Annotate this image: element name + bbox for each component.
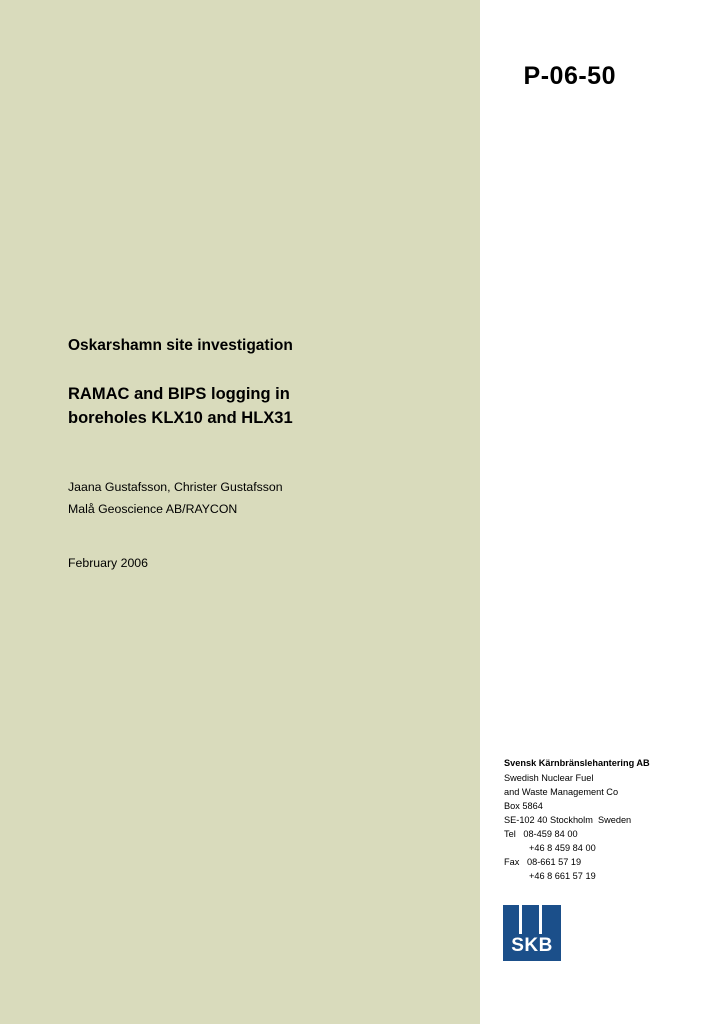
title-block	[68, 336, 458, 431]
title-line-1: RAMAC and BIPS logging in	[68, 385, 290, 404]
publisher-tel: Tel 08-459 84 00	[504, 828, 578, 839]
publisher-box: Box 5864	[504, 800, 543, 811]
publisher-line-1: Swedish Nuclear Fuel	[504, 772, 594, 783]
publisher-name: Svensk Kärnbränslehantering AB	[504, 758, 650, 768]
publisher-city: SE-102 40 Stockholm Sweden	[504, 814, 632, 825]
publisher-address	[504, 757, 704, 884]
publisher-fax: Fax 08-661 57 19	[504, 856, 582, 867]
logo-stripe-1	[519, 905, 522, 934]
title-line-2: boreholes KLX10 and HLX31	[68, 409, 293, 428]
publisher-fax-intl: +46 8 661 57 19	[529, 870, 596, 881]
page-title	[68, 383, 458, 431]
author-affiliation: Malå Geoscience AB/RAYCON	[68, 501, 238, 516]
authors-block	[68, 477, 283, 520]
logo-stripe-2	[539, 905, 542, 934]
report-number: P-06-50	[523, 62, 616, 90]
site-investigation-line: Oskarshamn site investigation	[68, 337, 293, 354]
author-names: Jaana Gustafsson, Christer Gustafsson	[68, 480, 283, 494]
logo-wordmark: SKB	[511, 935, 553, 956]
publisher-tel-intl: +46 8 459 84 00	[529, 842, 596, 853]
publisher-line-2: and Waste Management Co	[504, 786, 619, 797]
publication-date: February 2006	[68, 556, 148, 570]
skb-logo	[503, 905, 561, 961]
